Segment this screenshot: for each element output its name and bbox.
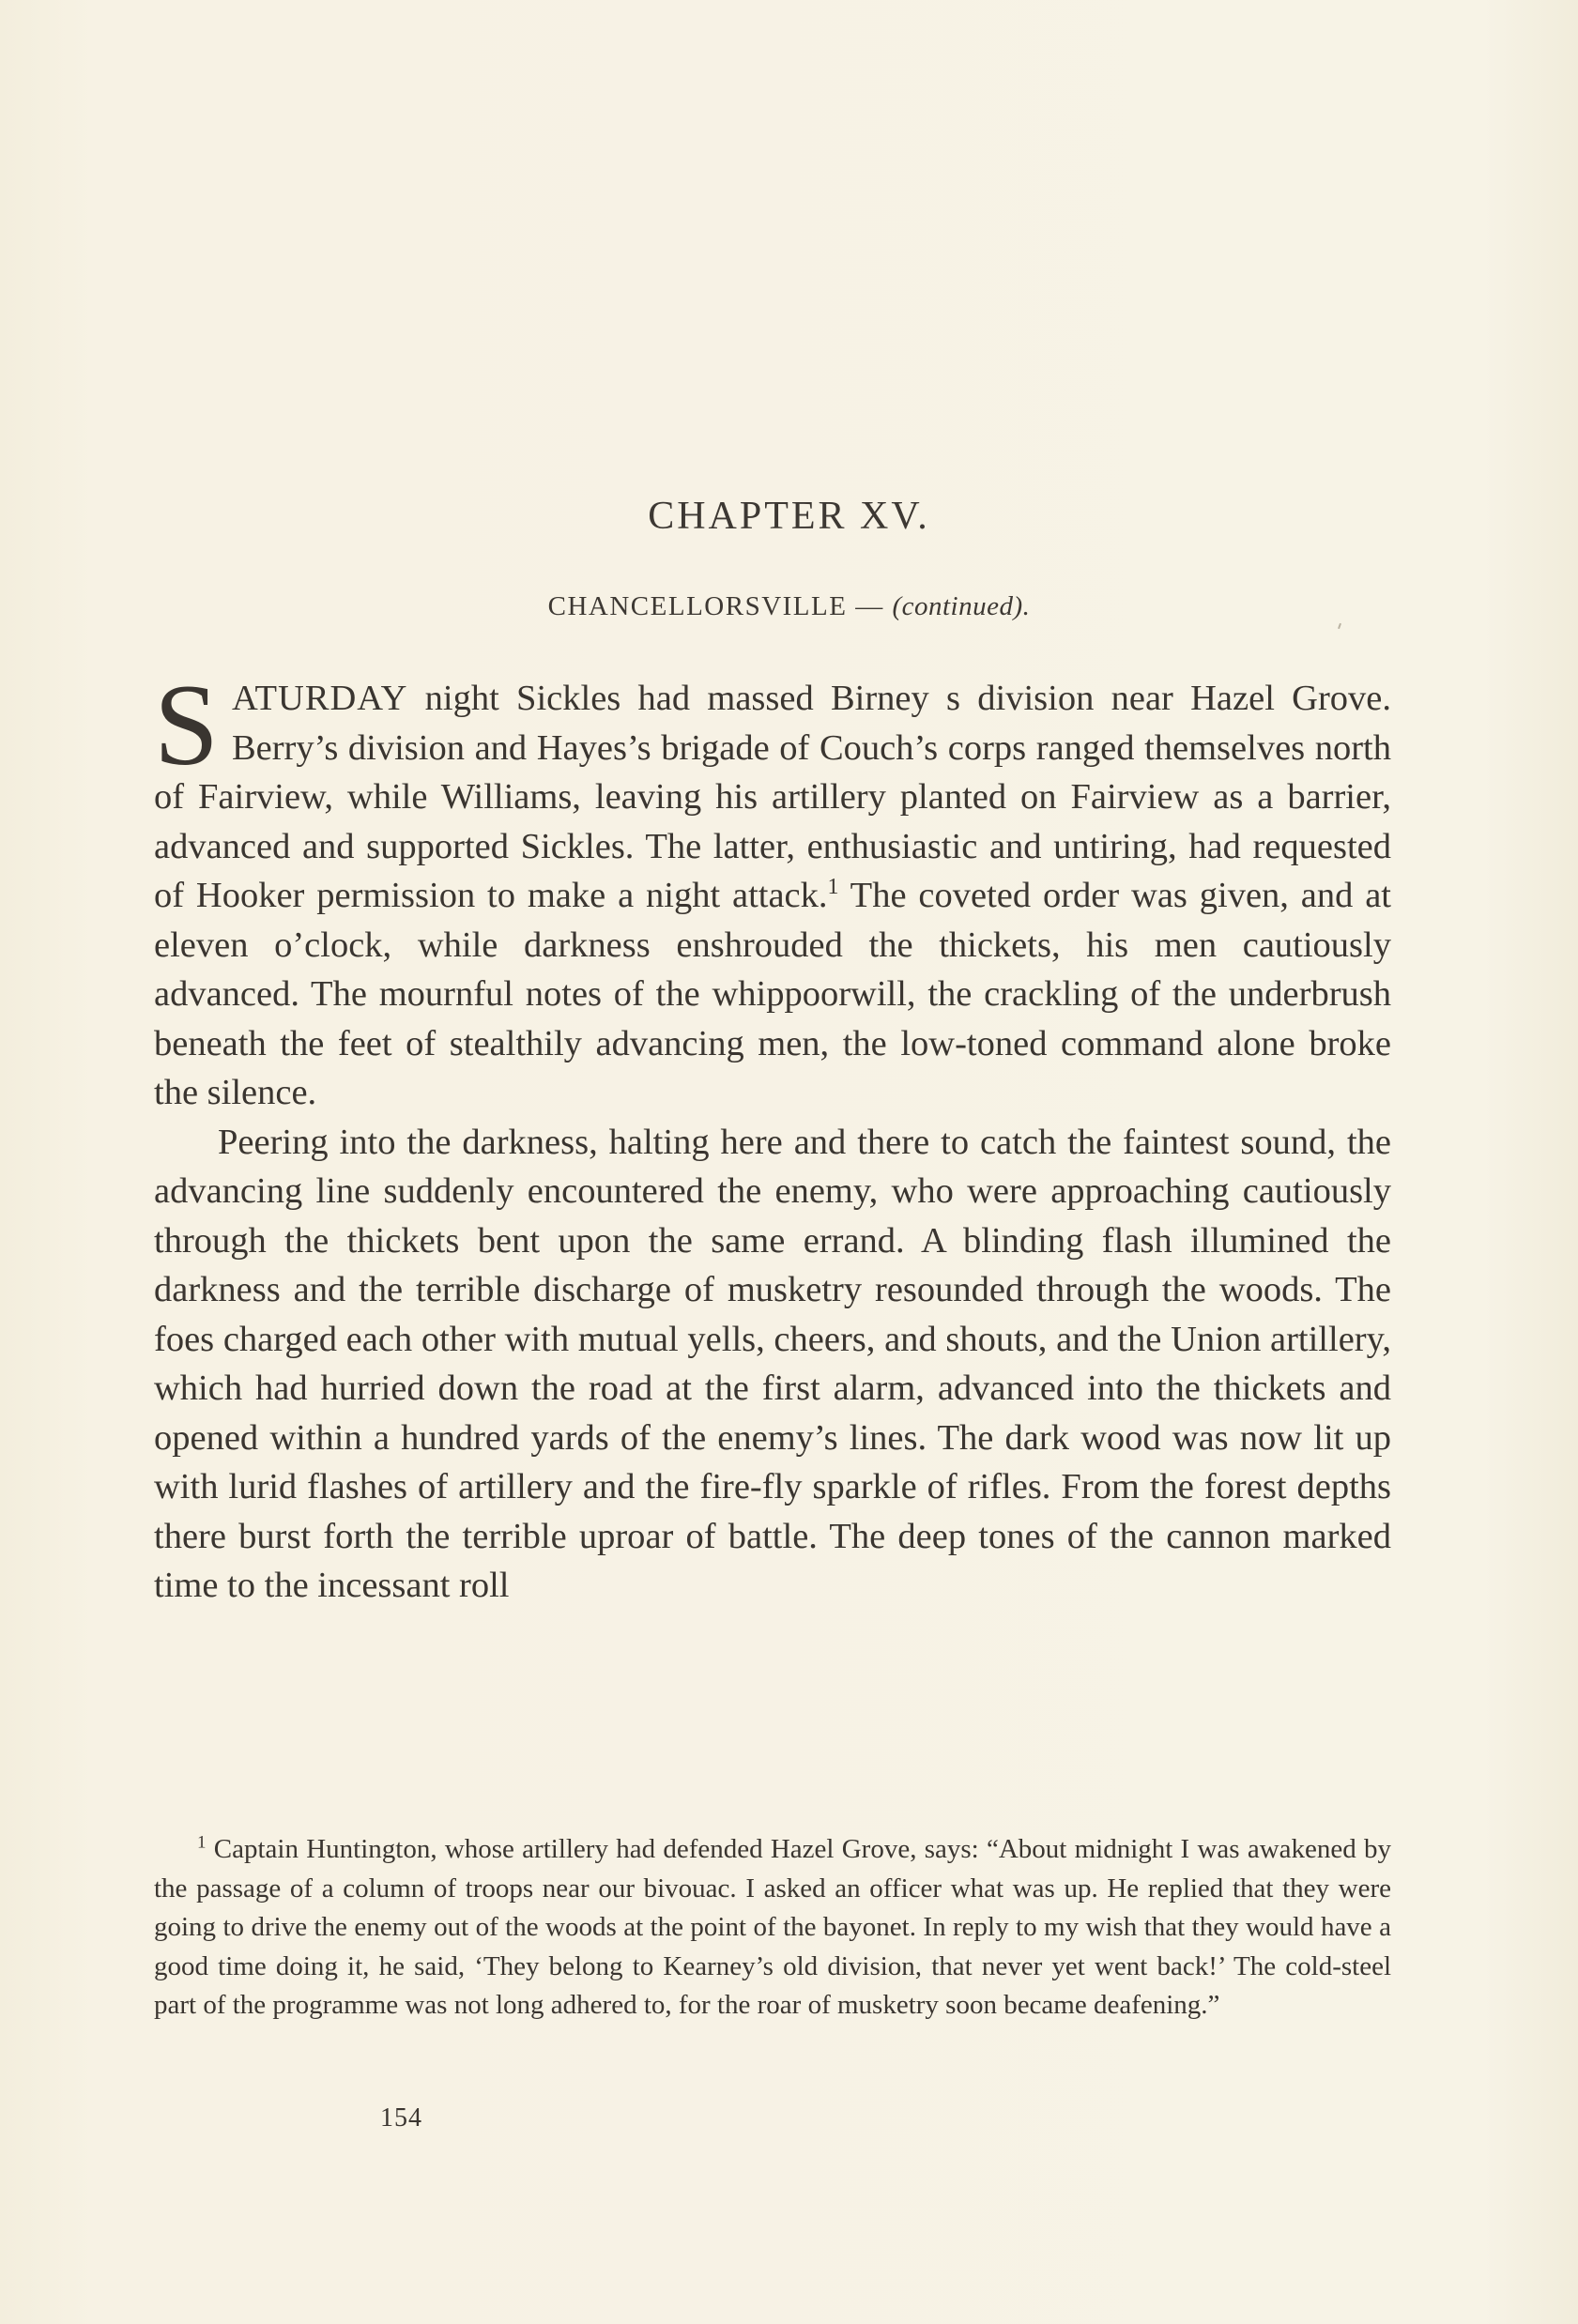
body-text xyxy=(154,661,1391,1611)
paper-speck xyxy=(1338,623,1341,629)
subtitle-main: CHANCELLORSVILLE — xyxy=(547,591,893,621)
paragraph-2: Peering into the darkness, halting here and there to catch the faintest sound, the advancing line suddenly encountered the enemy, who were approaching cautiously through the thickets bent upon the same errand. A blinding flash illumined the darkness and the terrible discharge of musketry resounded through the woods. The foes charged each other with mutual yells, cheers, and shouts, and the Union artillery, which had hurried down the road at the first alarm, advanced into the thickets and opened within a hundred yards of the enemy’s lines. The dark wood was now lit up with lurid flashes of artillery and the fire-fly sparkle of rifles. From the forest depths there burst forth the terrible uproar of battle. The deep tones of the cannon marked time to the incessant roll xyxy=(154,1122,1391,1605)
paragraph-1-text-a: night Sickles had massed Birney s division near Hazel Grove. Berry’s division and Hayes’s brigade of Couch’s corps ranged themselves north of Fairview, while Williams, leaving his artillery planted on Fairview as a barrier, advanced and supported Sickles. The latter, enthusiastic and untiring, had requested of Hooker permission to make a night attack. xyxy=(154,679,1391,915)
footnote-reference: 1 xyxy=(827,875,839,900)
chapter-title: CHAPTER XV. xyxy=(648,495,930,538)
page-number: 154 xyxy=(380,2103,422,2133)
chapter-subtitle xyxy=(0,591,1578,622)
footnote-marker: 1 xyxy=(197,1832,207,1853)
footnote-text: Captain Huntington, whose artillery had defended Hazel Grove, says: “About midnight I was awakened by the passage of a column of troops near our bivouac. I asked an officer what was up. He replied that they were going to drive the enemy out of the woods at the point of the bayonet. In reply to my wish that they would have a good time doing it, he said, ‘They belong to Kearney’s old division, that never yet went back!’ The cold-steel part of the programme was not long adhered to, for the roar of musketry soon became deafening.” xyxy=(154,1834,1391,2020)
paragraph-1 xyxy=(154,661,1391,1118)
footnote xyxy=(154,1830,1391,2026)
paragraph-1-text-b: The coveted order was given, and at eleven o’clock, while darkness enshrouded the thickets, his men cautiously advanced. The mournful notes of the whippoorwill, the crackling of the underbrush beneath the feet of stealthily advancing men, the low-toned command alone broke the silence. xyxy=(154,876,1391,1112)
subtitle-continued: (continued). xyxy=(892,591,1031,621)
drop-cap: S xyxy=(154,661,219,789)
first-words: ATURDAY xyxy=(231,679,408,718)
